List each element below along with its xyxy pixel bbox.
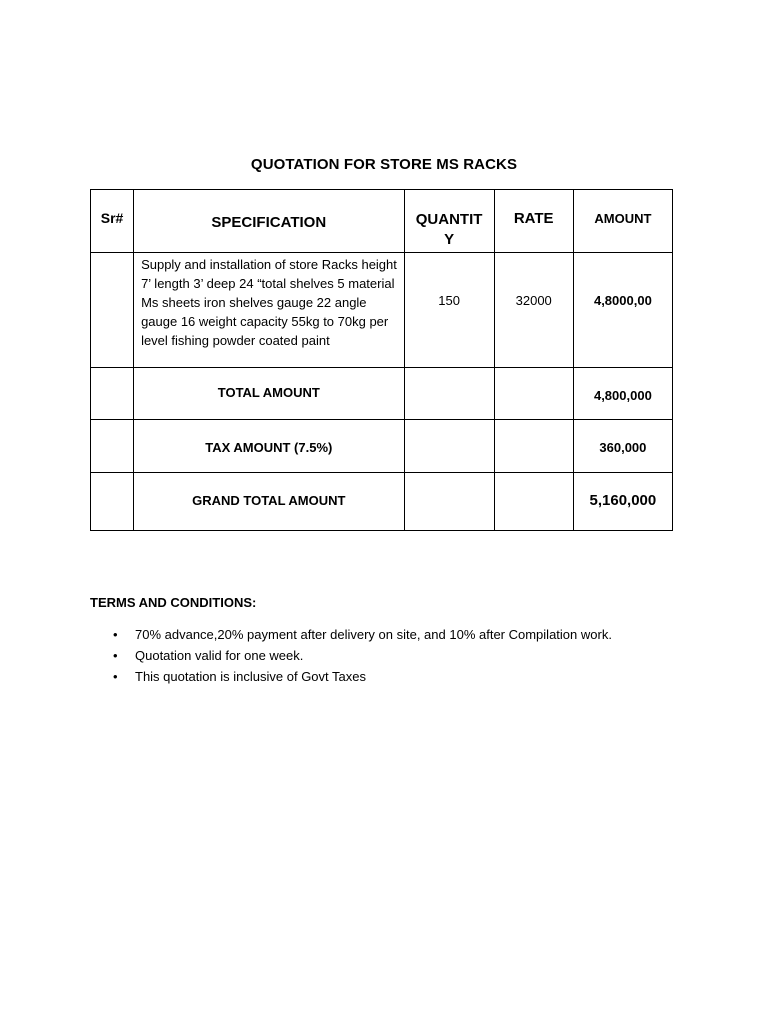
quotation-table	[90, 189, 673, 531]
header-amount: AMOUNT	[573, 190, 672, 253]
grand-sr-cell	[91, 473, 134, 531]
total-amount-value: 4,800,000	[573, 368, 672, 420]
table-header-row	[91, 190, 673, 253]
grand-rate-cell	[494, 473, 573, 531]
grand-quantity-cell	[404, 473, 494, 531]
bullet-icon: •	[113, 627, 118, 642]
terms-list	[90, 624, 710, 687]
grand-total-value: 5,160,000	[573, 473, 672, 531]
item-sr-cell	[91, 253, 134, 368]
total-sr-cell	[91, 368, 134, 420]
tax-amount-value: 360,000	[573, 420, 672, 473]
grand-total-row	[91, 473, 673, 531]
document-title: QUOTATION FOR STORE MS RACKS	[250, 156, 518, 173]
total-rate-cell	[494, 368, 573, 420]
list-item	[90, 666, 710, 687]
tax-sr-cell	[91, 420, 134, 473]
item-amount: 4,8000,00	[573, 253, 672, 368]
total-row	[91, 368, 673, 420]
term-text: Quotation valid for one week.	[135, 648, 304, 663]
bullet-icon: •	[113, 648, 118, 663]
tax-rate-cell	[494, 420, 573, 473]
item-quantity: 150	[404, 253, 494, 368]
header-specification: SPECIFICATION	[134, 190, 404, 253]
list-item	[90, 624, 710, 645]
header-rate: RATE	[494, 190, 573, 253]
header-sr: Sr#	[91, 190, 134, 253]
tax-row	[91, 420, 673, 473]
tax-amount-label: TAX AMOUNT (7.5%)	[134, 420, 404, 473]
total-amount-label: TOTAL AMOUNT	[134, 368, 404, 420]
tax-quantity-cell	[404, 420, 494, 473]
item-specification: Supply and installation of store Racks height 7’ length 3’ deep 24 “total shelves 5 material Ms sheets iron shelves gauge 22 angle gauge 16 weight capacity 55kg to 70kg per level fishing powder coated paint	[134, 253, 404, 368]
term-text: 70% advance,20% payment after delivery on site, and 10% after Compilation work.	[135, 627, 612, 642]
list-item	[90, 645, 710, 666]
table-row	[91, 253, 673, 368]
header-quantity: QUANTIT Y	[404, 190, 494, 253]
total-quantity-cell	[404, 368, 494, 420]
term-text: This quotation is inclusive of Govt Taxes	[135, 669, 366, 684]
bullet-icon: •	[113, 669, 118, 684]
item-rate: 32000	[494, 253, 573, 368]
grand-total-label: GRAND TOTAL AMOUNT	[134, 473, 404, 531]
terms-heading: TERMS AND CONDITIONS:	[90, 595, 257, 610]
